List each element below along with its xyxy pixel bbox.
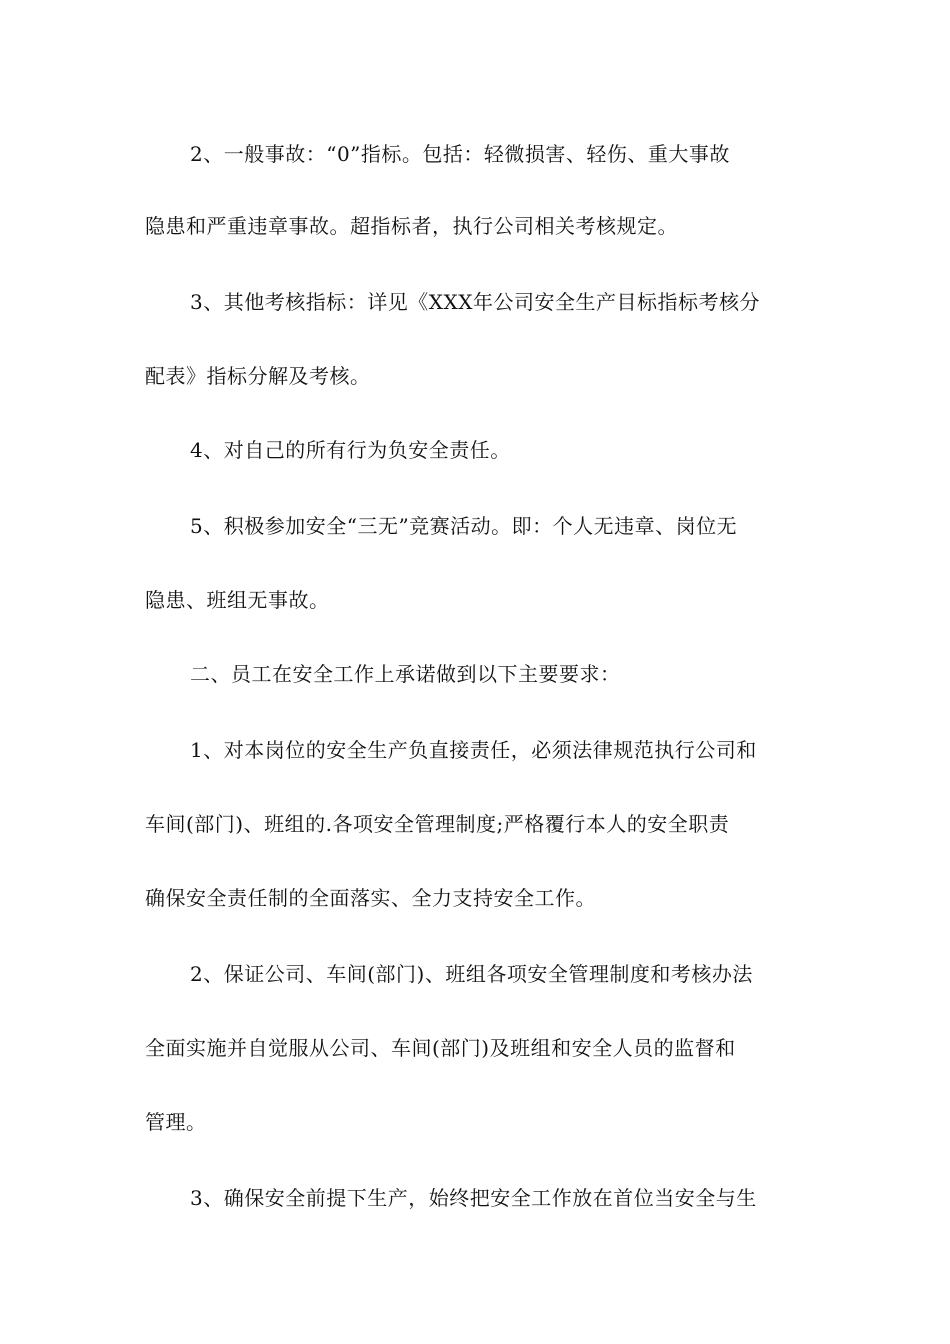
text-line-12: 2、保证公司、车间(部门)、班组各项安全管理制度和考核办法 (190, 962, 753, 986)
text-line-1: 2、一般事故：“0”指标。包括：轻微损害、轻伤、重大事故 (190, 142, 730, 166)
text-line-4: 配表》指标分解及考核。 (145, 364, 371, 388)
text-line-8: 二、员工在安全工作上承诺做到以下主要要求： (190, 662, 621, 686)
text-line-10: 车间(部门)、班组的.各项安全管理制度;严格覆行本人的安全职责 (145, 812, 730, 836)
text-line-6: 5、积极参加安全“三无”竞赛活动。即：个人无违章、岗位无 (190, 514, 738, 538)
text-line-14: 管理。 (145, 1110, 207, 1134)
text-line-5: 4、对自己的所有行为负安全责任。 (190, 438, 511, 462)
text-line-15: 3、确保安全前提下生产，始终把安全工作放在首位当安全与生 (190, 1186, 757, 1210)
text-line-3: 3、其他考核指标：详见《XXX年公司安全生产目标指标考核分 (190, 290, 760, 314)
text-line-11: 确保安全责任制的全面落实、全力支持安全工作。 (145, 886, 596, 910)
text-line-13: 全面实施并自觉服从公司、车间(部门)及班组和安全人员的监督和 (145, 1036, 736, 1060)
text-line-2: 隐患和严重违章事故。超指标者，执行公司相关考核规定。 (145, 214, 678, 238)
text-line-9: 1、对本岗位的安全生产负直接责任，必须法律规范执行公司和 (190, 738, 757, 762)
text-line-7: 隐患、班组无事故。 (145, 588, 330, 612)
